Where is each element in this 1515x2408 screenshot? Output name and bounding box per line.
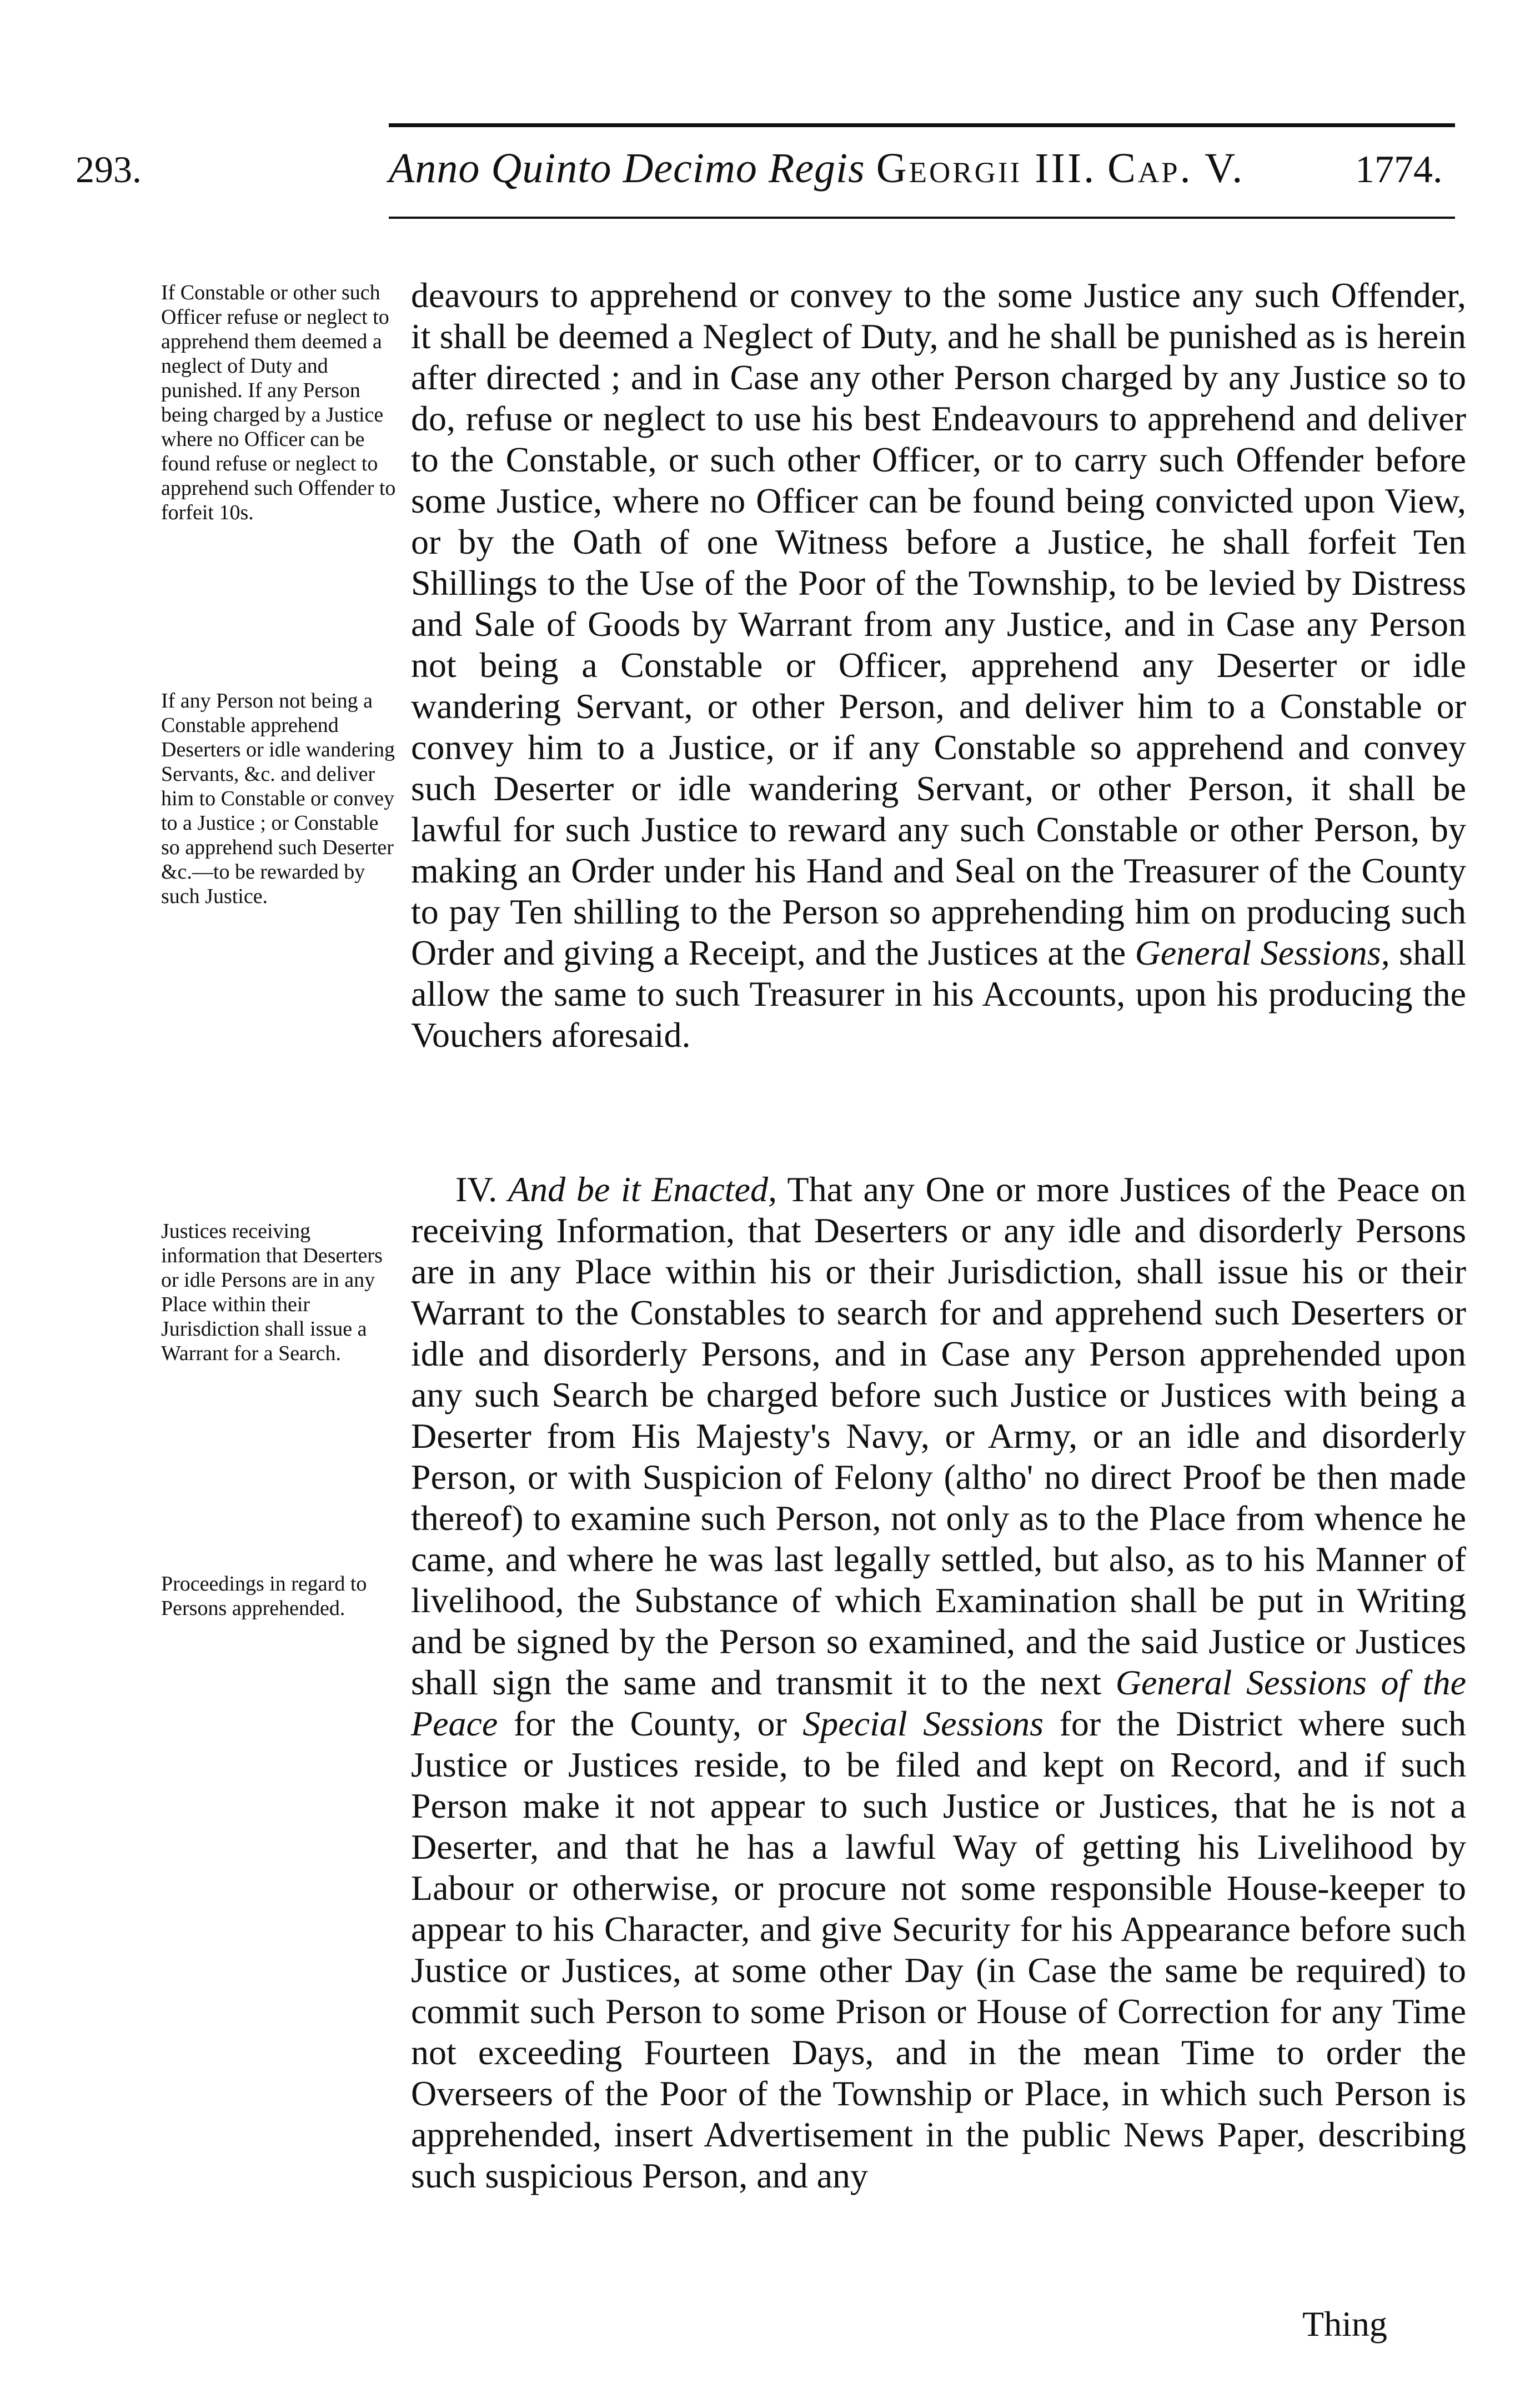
marginal-note: Proceedings in regard to Persons apprehended. bbox=[161, 1572, 367, 1620]
italic-phrase: Special Sessions bbox=[802, 1704, 1044, 1743]
section-iv bbox=[411, 1169, 1466, 2196]
header-year: 1774. bbox=[1355, 148, 1443, 191]
italic-phrase: General Sessions, bbox=[1135, 933, 1390, 972]
paragraph-text: deavours to apprehend or convey to the some Justice any such Offender, it shall be deemed a Neglect of Duty, and he shall be punished as is herein after directed ; and in Case any other Person charged by any Justice so to do, refuse or neglect to use his best Endeavours to apprehend and deliver to the Constable, or such other Officer, or to carry such Offender before some Justice, where no Officer can be found being convicted upon View, or by the Oath of one Witness before a Justice, he shall forfeit Ten Shillings to the Use of the Poor of the Township, to be levied by Distress and Sale of Goods by Warrant from any Justice, and in Case any Person not being a Constable or Officer, apprehend any Deserter or idle wandering Servant, or other Person, and deliver him to a Constable or convey him to a Justice, or if any Constable so apprehend and convey such Deserter or idle wandering Servant, or other Person, it shall be lawful for such Justice to reward any such Constable or other Person, by making an Order under his Hand and Seal on the Treasurer of the County to pay Ten shilling to the Person so apprehending him on producing such Order and giving a Receipt, and the Justices at the bbox=[411, 275, 1466, 972]
paragraph-continued bbox=[411, 275, 1466, 1056]
running-header bbox=[0, 139, 1515, 200]
header-rule-top bbox=[389, 123, 1455, 127]
enacting-clause: And be it Enacted, bbox=[508, 1170, 777, 1209]
page-number: 293. bbox=[76, 148, 142, 190]
title-italic: Anno Quinto Decimo Regis bbox=[389, 145, 865, 192]
paragraph-text: shall allow the same to such Treasurer in his Accounts, upon his producing the Vouchers aforesaid. bbox=[411, 933, 1467, 1055]
italic-phrase: General Sessions of the Peace bbox=[411, 1663, 1467, 1743]
title-chapter: Cap. V. bbox=[1107, 145, 1245, 192]
paragraph-text: for the County, or bbox=[513, 1704, 787, 1743]
paragraph-text: for the District where such Justice or Justices reside, to be filed and kept on Record, and if such Person make it not appear to such Justice or Justices, that he is not a Deserter, and that he has a lawful Way of getting his Livelihood by Labour or otherwise, or procure not some responsible House-keeper to appear to his Character, and give Security for his Appearance before such Justice or Justices, at some other Day (in Case the same be required) to commit such Person to some Prison or House of Correction for any Time not exceeding Fourteen Days, and in the mean Time to order the Overseers of the Poor of the Township or Place, in which such Person is apprehended, insert Advertisement in the public News Paper, describing such suspicious Person, and any bbox=[411, 1704, 1467, 2195]
marginal-note: Justices receiving information that Deserters or idle Persons are in any Place within their Jurisdiction shall issue a Warrant for a Search. bbox=[161, 1220, 383, 1365]
title-king: Georgii III. bbox=[876, 145, 1097, 192]
section-numeral: IV. bbox=[455, 1170, 498, 1209]
paragraph-text: That any One or more Justices of the Peace on receiving Information, that Deserters or any idle and disorderly Persons are in any Place within his or their Jurisdiction, shall issue his or their Warrant to the Constables to search for and apprehend such Deserters or idle and disorderly Persons, and in Case any Person apprehended upon any such Search be charged before such Justice or Justices with being a Deserter from His Majesty's Navy, or Army, or an idle and disorderly Person, or with Suspicion of Felony (altho' no direct Proof be then made thereof) to examine such Person, not only as to the Place from whence he came, and where he was last legally settled, but also, as to his Manner of livelihood, the Substance of which Examination shall be put in Writing and be signed by the Person so examined, and the said Justice or Justices shall sign the same and transmit it to the next bbox=[411, 1170, 1467, 1702]
running-title bbox=[389, 144, 1245, 193]
header-rule-bottom bbox=[389, 217, 1455, 219]
marginal-note: If any Person not being a Constable apprehend Deserters or idle wandering Servants, &c. and deliver him to Constable or convey to a Justice ; or Constable so apprehend such Deserter &c.—to be rewarded by such Justice. bbox=[161, 689, 395, 908]
catchword: Thing bbox=[1302, 2304, 1387, 2344]
marginal-note: If Constable or other such Officer refuse or neglect to apprehend them deemed a neglect of Duty and punished. If any Person being charged by a Justice where no Officer can be found refuse or neglect to apprehend such Offender to forfeit 10s. bbox=[161, 281, 396, 524]
